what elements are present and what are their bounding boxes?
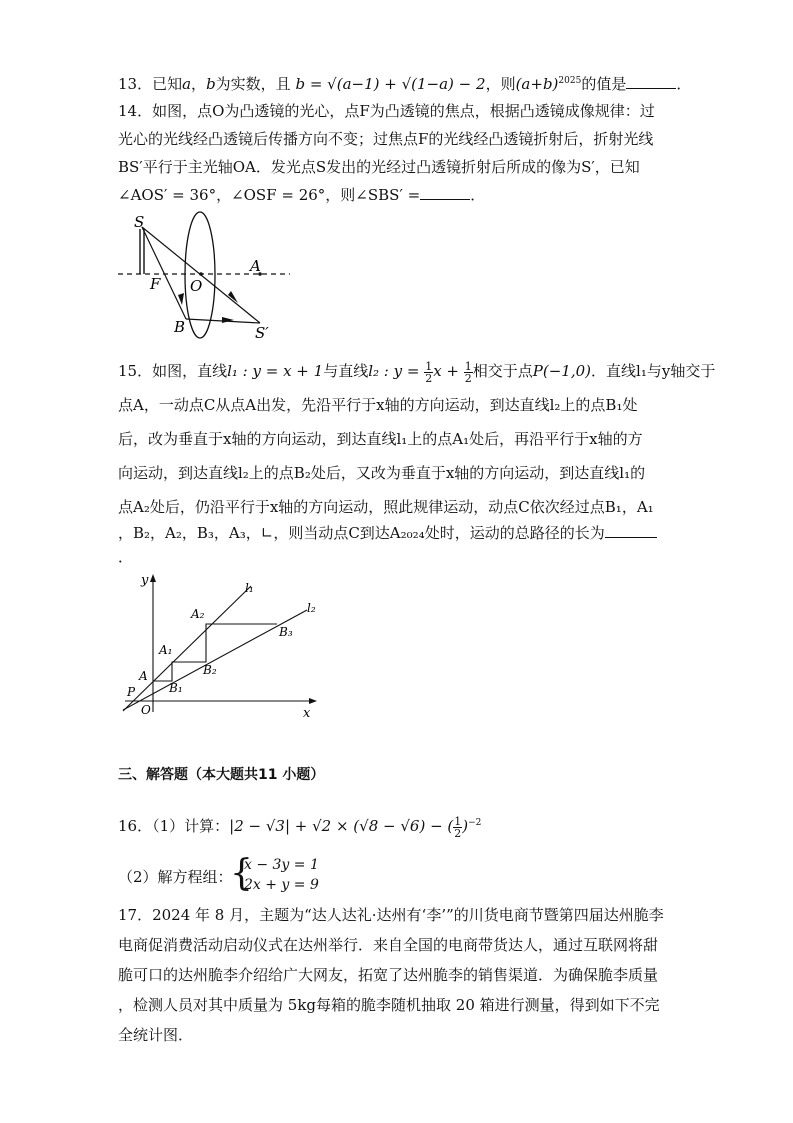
label-y: y [141, 573, 149, 588]
q15-line-2: 点A，一动点C从点A出发，先沿平行于x轴的方向运动，到达直线l₂上的点B₁处 [118, 396, 638, 414]
label-S-prime: S′ [255, 324, 269, 342]
q15-frac2-den: 2 [464, 371, 472, 385]
q13-var-a: a [182, 75, 192, 93]
q15-frac1-num: 1 [425, 359, 433, 373]
label-P: P [127, 685, 136, 699]
label-l2: l₂ [307, 601, 316, 615]
q15-line-3: 后，改为垂直于x轴的方向运动，到达直线l₁上的点A₁处后，再沿平行于x轴的方 [118, 430, 643, 448]
label-A: A [139, 669, 148, 683]
label-S: S [134, 213, 145, 231]
q16-equation-1: x − 3y = 1 [244, 857, 319, 873]
q15-line-6 [118, 522, 657, 544]
q16-part1-label: 16．（1）计算： [118, 817, 230, 835]
q15-text-d: ．直线l₁与y轴交于 [591, 362, 716, 380]
q16-part2-label: （2）解方程组： [118, 868, 233, 886]
label-B3: B₃ [279, 625, 293, 639]
q13-var-b: b [206, 75, 216, 93]
point-O [199, 272, 203, 276]
q17-line-2: 电商促消费活动启动仪式在达州举行．来自全国的电商带货达人，通过互联网将甜 [118, 936, 659, 954]
q16-brace: { [230, 853, 253, 894]
q15-text-c: 相交于点 [472, 362, 533, 380]
q16-part-2 [118, 866, 233, 888]
q15-point-P: P(−1,0) [532, 362, 592, 380]
label-F: F [150, 275, 161, 293]
label-x: x [303, 706, 311, 721]
label-O: O [141, 703, 151, 717]
q15-line-7: ． [118, 548, 134, 566]
q15-fraction-2 [464, 361, 473, 384]
q13-expr: (a+b) [515, 75, 559, 93]
q15-line-5: 点A₂处后，仍沿平行于x轴的方向运动，照此规律运动，动点C依次经过点B₁，A₁ [118, 498, 654, 516]
q13-exponent: 2025 [558, 76, 582, 86]
label-A: A [250, 257, 261, 275]
q15-l2-equation-a: l₂ : y = [368, 362, 420, 380]
q15-line-1 [118, 360, 715, 384]
q13-sep: ， [191, 75, 207, 93]
q15-fraction-1 [424, 361, 433, 384]
ray-through-focus [142, 227, 186, 319]
q15-text-a: 15．如图，直线 [118, 362, 228, 380]
label-B2: B₂ [203, 663, 217, 677]
q15-l2-equation-b: x + [433, 362, 459, 380]
label-A1: A₁ [159, 643, 173, 657]
q13-text-b: 为实数，且 [215, 75, 291, 93]
line-l1 [123, 586, 251, 711]
q14-answer-blank [420, 185, 470, 200]
q13-end: ． [676, 75, 692, 93]
q16-frac-den: 2 [454, 826, 462, 840]
q16-fraction [453, 816, 462, 839]
label-B: B [174, 318, 186, 336]
x-axis-arrow [309, 698, 317, 704]
q17-line-4: ，检测人员对其中质量为 5kg每箱的脆李随机抽取 20 箱进行测量，得到如下不完 [118, 996, 660, 1014]
q16-exponent: −2 [468, 818, 482, 828]
q13-text-c: ，则 [485, 75, 516, 93]
q16-part-1 [118, 812, 481, 839]
q15-text-b: 与直线 [323, 362, 369, 380]
q14-line-1: 14．如图，点O为凸透镜的光心，点F为凸透镜的焦点，根据凸透镜成像规律：过 [118, 102, 655, 120]
coordinate-figure [115, 572, 325, 722]
q17-line-1: 17．2024 年 8 月，主题为“达人达礼·达州有‘李’”的川货电商节暨第四届达州脆李 [118, 906, 664, 924]
q15-l1-equation: l₁ : y = x + 1 [227, 362, 324, 380]
q14-line-4 [118, 184, 485, 206]
q14-line-3: BS′平行于主光轴OA．发光点S发出的光经过凸透镜折射后所成的像为S′，已知 [118, 158, 640, 176]
q13-equation: b = √(a−1) + √(1−a) − 2 [295, 75, 486, 93]
label-O: O [190, 277, 203, 295]
q14-line-4-end: ． [470, 186, 486, 204]
q16-frac-num: 1 [454, 814, 462, 828]
lens-figure [110, 205, 300, 345]
label-l1: l₁ [245, 581, 254, 595]
arrowhead-parallel [222, 317, 234, 323]
q15-line-4: 向运动，到达直线l₂上的点B₂处后，又改为垂直于x轴的方向运动，到达直线l₁的 [118, 464, 646, 482]
q15-line-6-text: ，B₂，A₂，B₃，A₃，∟，则当动点C到达A₂₀₂₄处时，运动的总路径的长为 [118, 524, 605, 542]
q15-answer-blank [605, 523, 657, 538]
q14-line-2: 光心的光线经凸透镜后传播方向不变；过焦点F的光线经凸透镜折射后，折射光线 [118, 130, 654, 148]
q13-answer-blank [626, 74, 676, 89]
q15-frac2-num: 1 [464, 359, 472, 373]
q16-equation-2: 2x + y = 9 [244, 877, 319, 893]
label-A2: A₂ [191, 607, 205, 621]
q16-part1-expression: |2 − √3| + √2 × (√8 − √6) − ( [229, 817, 454, 835]
q13-text: 13．已知 [118, 75, 183, 93]
y-axis-arrow [150, 574, 156, 582]
section-3-title: 三、解答题（本大题共11 小题） [118, 767, 325, 783]
q15-frac1-den: 2 [425, 371, 433, 385]
question-13 [118, 70, 691, 95]
q17-line-3: 脆可口的达州脆李介绍给广大网友，拓宽了达州脆李的销售渠道．为确保脆李质量 [118, 966, 659, 984]
q17-line-5: 全统计图． [118, 1026, 194, 1044]
q14-line-4-text: ∠AOS′ = 36°，∠OSF = 26°，则∠SBS′ = [118, 186, 421, 204]
q16-close-paren: ) [462, 817, 469, 835]
q13-text-d: 的值是 [581, 75, 627, 93]
label-B1: B₁ [169, 681, 183, 695]
